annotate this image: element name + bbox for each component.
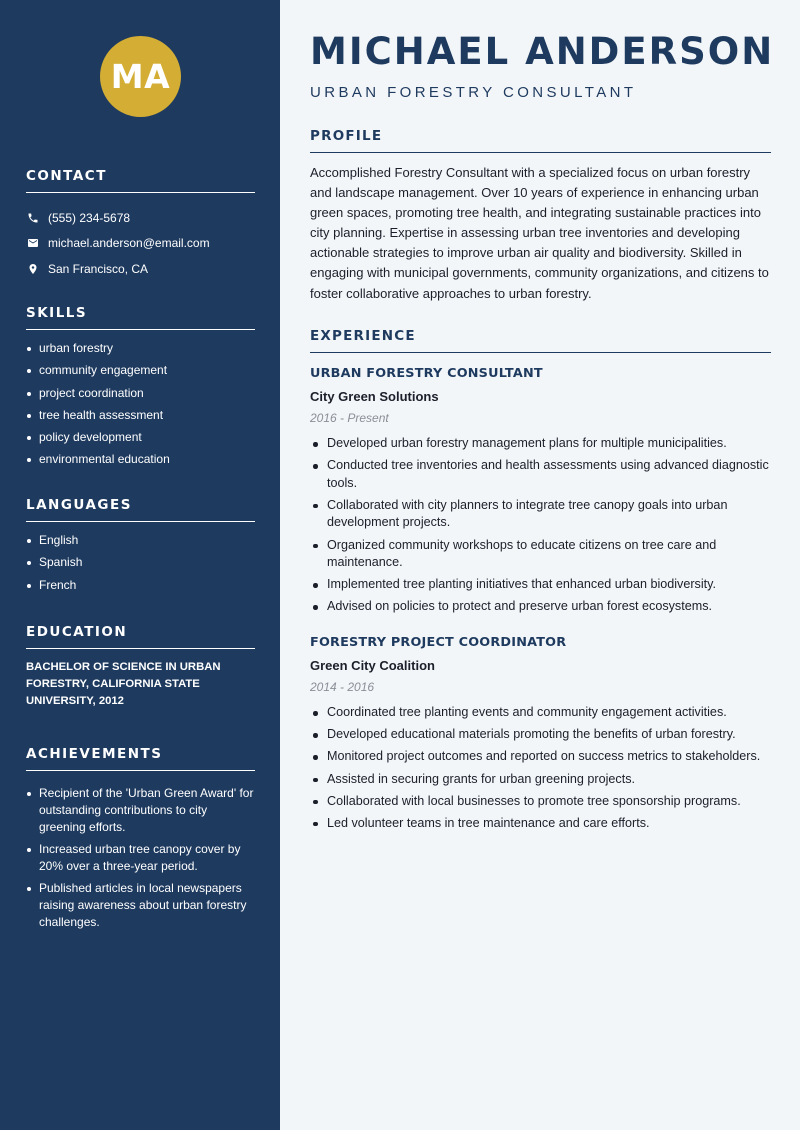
candidate-title: URBAN FORESTRY CONSULTANT	[310, 84, 637, 101]
job-entry	[310, 366, 771, 621]
contact-list	[26, 205, 255, 282]
sidebar	[0, 0, 280, 1130]
avatar-initials: MA	[100, 36, 181, 117]
location-pin-icon	[26, 262, 39, 275]
job-bullets	[310, 435, 771, 616]
education-section	[26, 624, 255, 710]
job-bullet: Conducted tree inventories and health assessments using advanced diagnostic tools.	[310, 457, 771, 492]
contact-heading: CONTACT	[26, 168, 255, 193]
language-item: Spanish	[26, 554, 255, 571]
achievements-list	[26, 785, 255, 931]
skills-list	[26, 340, 255, 468]
mail-icon	[26, 237, 39, 250]
language-item: English	[26, 532, 255, 549]
contact-phone[interactable]	[26, 205, 255, 231]
location-text: San Francisco, CA	[48, 261, 149, 276]
job-bullet: Collaborated with local businesses to promote tree sponsorship programs.	[310, 793, 771, 811]
job-dates: 2014 - 2016	[310, 680, 375, 694]
phone-icon	[26, 211, 39, 224]
job-company: Green City Coalition	[310, 658, 435, 673]
contact-email[interactable]	[26, 231, 255, 257]
phone-text: (555) 234-5678	[48, 210, 131, 225]
job-bullet: Collaborated with city planners to integrate tree canopy goals into urban development projects.	[310, 497, 771, 532]
languages-section	[26, 497, 255, 599]
skill-item: environmental education	[26, 451, 255, 468]
job-dates: 2016 - Present	[310, 411, 389, 425]
job-title: URBAN FORESTRY CONSULTANT	[310, 366, 543, 381]
language-item: French	[26, 577, 255, 594]
job-bullet: Led volunteer teams in tree maintenance and care efforts.	[310, 815, 771, 833]
experience-heading: EXPERIENCE	[310, 328, 771, 353]
job-title: FORESTRY PROJECT COORDINATOR	[310, 635, 567, 650]
job-bullet: Developed urban forestry management plans for multiple municipalities.	[310, 435, 771, 453]
job-bullet: Coordinated tree planting events and community engagement activities.	[310, 704, 771, 722]
contact-section	[26, 168, 255, 282]
languages-heading: LANGUAGES	[26, 497, 255, 522]
languages-list	[26, 532, 255, 594]
job-bullet: Assisted in securing grants for urban greening projects.	[310, 771, 771, 789]
achievements-heading: ACHIEVEMENTS	[26, 746, 255, 771]
education-degree: BACHELOR OF SCIENCE IN URBAN FORESTRY, CALIFORNIA STATE UNIVERSITY, 2012	[26, 661, 221, 707]
skill-item: community engagement	[26, 362, 255, 379]
skill-item: project coordination	[26, 385, 255, 402]
skill-item: policy development	[26, 429, 255, 446]
candidate-name: MICHAEL ANDERSON	[310, 30, 775, 73]
skill-item: tree health assessment	[26, 407, 255, 424]
achievements-section	[26, 746, 255, 936]
profile-text: Accomplished Forestry Consultant with a specialized focus on urban forestry and landscape management. Over 10 years of experience in enhancing urban green spaces, promoting tree health, and integrating sustainable practices into city planning. Expertise in assessing urban tree inventories and developing actionable strategies to improve urban air quality and biodiversity. Skilled in engaging with municipal governments, community organizations, and citizens to foster collaborative approaches to urban forestry.	[310, 165, 769, 301]
skills-heading: SKILLS	[26, 305, 255, 330]
achievement-item: Increased urban tree canopy cover by 20% over a three-year period.	[26, 841, 255, 875]
job-entry	[310, 635, 771, 837]
education-heading: EDUCATION	[26, 624, 255, 649]
job-company: City Green Solutions	[310, 389, 439, 404]
job-bullet: Implemented tree planting initiatives that enhanced urban biodiversity.	[310, 576, 771, 594]
achievement-item: Published articles in local newspapers raising awareness about urban forestry challenges.	[26, 880, 255, 931]
skills-section	[26, 305, 255, 474]
achievement-item: Recipient of the 'Urban Green Award' for outstanding contributions to city greening efforts.	[26, 785, 255, 836]
skill-item: urban forestry	[26, 340, 255, 357]
job-bullet: Advised on policies to protect and preserve urban forest ecosystems.	[310, 598, 771, 616]
contact-location	[26, 256, 255, 282]
email-text: michael.anderson@email.com	[48, 236, 210, 251]
job-bullet: Organized community workshops to educate citizens on tree care and maintenance.	[310, 537, 771, 572]
job-bullet: Monitored project outcomes and reported on success metrics to stakeholders.	[310, 748, 771, 766]
job-bullet: Developed educational materials promoting the benefits of urban forestry.	[310, 726, 771, 744]
profile-heading: PROFILE	[310, 128, 771, 153]
job-bullets	[310, 704, 771, 832]
